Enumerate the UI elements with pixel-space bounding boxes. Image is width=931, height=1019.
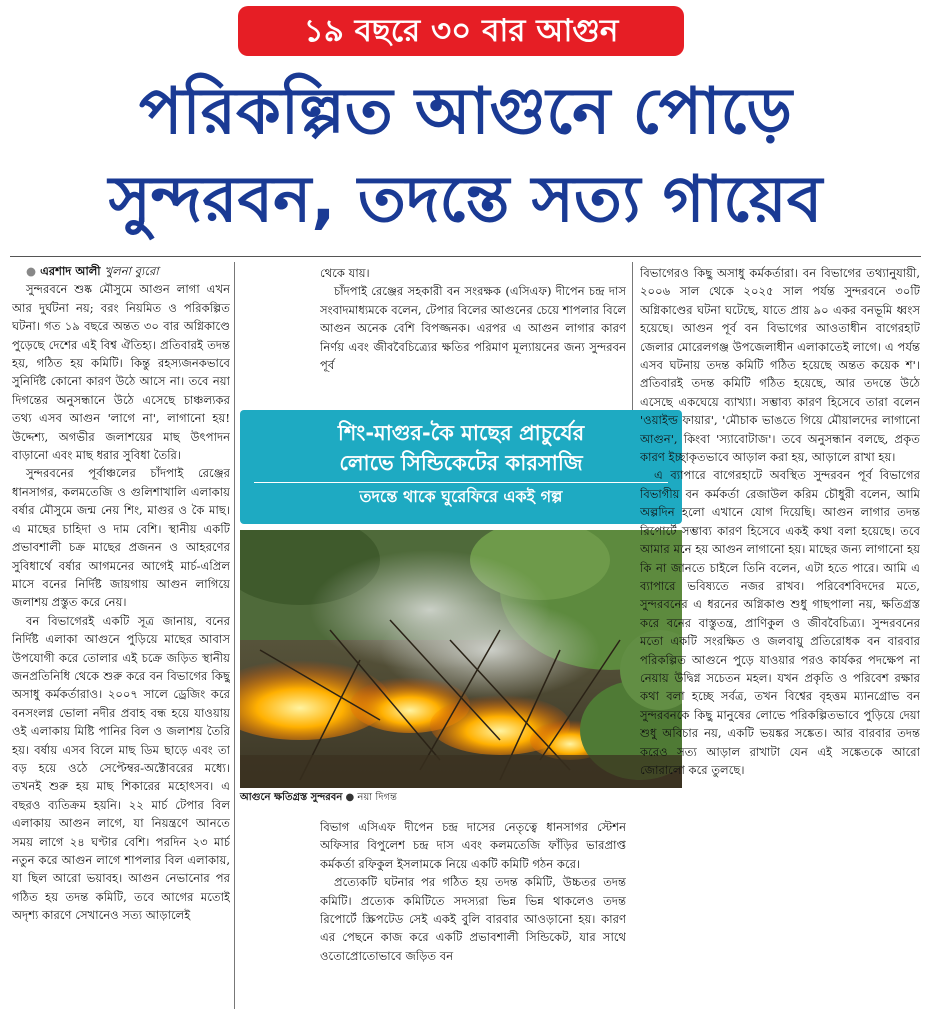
forest-fire-photo <box>240 530 682 788</box>
headline-line-1: পরিকল্পিত আগুনে পোড়ে <box>138 75 793 149</box>
paragraph: থেকে যায়। <box>320 266 370 280</box>
bullet-icon: ● <box>26 264 37 278</box>
paragraph: চাঁদপাই রেঞ্জের সহকারী বন সংরক্ষক (এসিএফ) দীপেন চন্দ্র দাস সংবাদমাধ্যমকে বলেন, টেপার বিলের আগুনের চেয়ে শাপলার বিলে আগুন অনেক বেশি বিপজ্জনক। এরপর এ আগুন লাগার কারণ নির্ণয় এবং জীববৈচিত্র্যের ক্ষতির পরিমাণ মূল্যায়নের জন্য সুন্দরবন পূর্ব <box>320 284 626 373</box>
paragraph: সুন্দরবনের পূর্বাঞ্চলের চাঁদপাই রেঞ্জের ধানসাগর, কলমতেজি ও গুলিশাখালি এলাকায় বর্ষার মৌসুমে জন্ম নেয় শিং, মাগুর ও কৈ মাছ। এ মাছের চাহিদা ও দাম বেশি। স্থানীয় একটি প্রভাবশালী চক্র মাছের প্রজনন ও আহরণের সুবিধার্থে বর্ষার আগমনের আগেই মার্চ-এপ্রিল মাসে বনের নির্দিষ্ট জায়গায় আগুন লাগিয়ে জলাশয় প্রস্তুত করে নেয়। <box>12 466 230 610</box>
article-column-2-top <box>320 264 626 404</box>
column-divider <box>234 262 235 1009</box>
paragraph: বন বিভাগেরই একটি সূত্র জানায়, বনের নির্দিষ্ট এলাকা আগুনে পুড়িয়ে মাছের আবাস উপযোগী করে তোলার এই চক্রে জড়িত স্থানীয় জনপ্রতিনিধি থেকে শুরু করে বন বিভাগের কিছু অসাধু কর্মকর্তারাও। ২০০৭ সালে ড্রেজিং করে বনসংলগ্ন ভোলা নদীর প্রবাহ বন্ধ হয়ে যাওয়ায় ওই এলাকায় মিষ্টি পানির বিল ও জলাশয় তৈরি হয়। বর্ষায় এসব বিলে মাছ ডিম ছাড়ে এবং তা বড় হয়ে ওঠে সেপ্টেম্বর-অক্টোবরের মধ্যে। তখনই শুরু হয় মাছ শিকারের মহোৎসব। এ বছরও ব্যতিক্রম হয়নি। ২২ মার্চ টেপার বিল এলাকায় আগুন লাগে, যা নিয়ন্ত্রণে আনতে সময় লাগে ২৪ ঘণ্টার বেশি। পরদিন ২৩ মার্চ নতুন করে আগুন লাগে শাপলার বিল এলাকায়, যা ছিল আরো ভয়াবহ। আগুন নেভানোর পর গঠিত হয় তদন্ত কমিটি, তবে আগের মতোই অদৃশ্য কারণে সেখানেও সত্য আড়ালেই <box>12 613 230 923</box>
headline-line-2: সুন্দরবন, তদন্তে সত্য গায়েব <box>108 163 823 237</box>
callout-line-1: শিং-মাগুর-কৈ মাছের প্রাচুর্যের <box>337 421 585 445</box>
paragraph: সুন্দরবনে শুষ্ক মৌসুমে আগুন লাগা এখন আর দুর্ঘটনা নয়; বরং নিয়মিত ও পরিকল্পিত ঘটনা। গত ১৯ বছরে অন্তত ৩০ বার অগ্নিকাণ্ডে পুড়েছে দেশের এই বিশ্ব ঐতিহ্য। প্রতিবারই তদন্ত হয়, গঠিত হয় কমিটি। কিন্তু রহস্যজনকভাবে সুনির্দিষ্ট কোনো কারণ উঠে আসে না। তবে নয়া দিগন্তের অনুসন্ধানে উঠে এসেছে চাঞ্চল্যকর তথ্য এসব আগুন 'লাগে না', লাগানো হয়! উদ্দেশ্য, অগভীর জলাশয়ের মাছ উৎপাদন বাড়ানো এবং মাছ ধরার সুবিধা তৈরি। <box>12 282 230 463</box>
column-divider <box>632 262 633 410</box>
callout-box <box>240 410 682 524</box>
caption-bullet-icon: ● <box>345 792 358 803</box>
caption-source: নয়া দিগন্ত <box>357 792 397 803</box>
article-column-2-bottom <box>320 818 626 1012</box>
headline-rule <box>10 256 921 257</box>
byline <box>12 262 230 280</box>
kicker-banner: ১৯ বছরে ৩০ বার আগুন <box>238 6 684 56</box>
byline-place: খুলনা ব্যুরো <box>104 264 159 278</box>
photo-caption <box>240 790 682 806</box>
paragraph: বিভাগ এসিএফ দীপেন চন্দ্র দাসের নেতৃত্বে ধানসাগর স্টেশন অফিসার বিপুলেশ চন্দ্র দাস এবং কলমতেজি ফাঁড়ির ভারপ্রাপ্ত কর্মকর্তা রফিকুল ইসলামকে নিয়ে একটি কমিটি গঠন করে। <box>320 820 626 871</box>
caption-text: আগুনে ক্ষতিগ্রস্ত সুন্দরবন <box>240 792 343 803</box>
article-column-3 <box>640 264 920 1012</box>
callout-line-2: লোভে সিন্ডিকেটের কারসাজি <box>339 451 583 475</box>
callout-divider <box>254 482 668 483</box>
paragraph: প্রত্যেকটি ঘটনার পর গঠিত হয় তদন্ত কমিটি, উচ্চতর তদন্ত কমিটি। প্রত্যেক কমিটিতে সদস্যরা ভিন্ন ভিন্ন থাকলেও তদন্ত রিপোর্টে স্ক্রিপটেড সেই একই বুলি বারবার আওড়ানো হয়। কারণ এর পেছনে কাজ করে একটি প্রভাবশালী সিন্ডিকেট, যার সাথে ওতোপ্রোতোভাবে জড়িত বন <box>320 875 626 963</box>
callout-line-3: তদন্তে থাকে ঘুরেফিরে একই গল্প <box>359 487 563 506</box>
article-column-1 <box>12 262 230 1012</box>
byline-author: এরশাদ আলী <box>40 264 101 278</box>
paragraph: বিভাগেরও কিছু অসাধু কর্মকর্তারা। বন বিভাগের তথ্যানুযায়ী, ২০০৬ সাল থেকে ২০২৫ সাল পর্যন্ত সুন্দরবনে ৩০টি অগ্নিকাণ্ডের ঘটনা ঘটেছে, যাতে প্রায় ৯০ একর বনভূমি ধ্বংস হয়েছে। আগুন পূর্ব বন বিভাগের আওতাধীন বাগেরহাট জেলার মোরেলগঞ্জ উপজেলাধীন এলাকাতেই লাগে। এ পর্যন্ত এসব ঘটনায় তদন্ত কমিটি গঠিত হয়েছে অন্তত কয়েক শ'। প্রতিবারই তদন্ত কমিটি গঠিত হয়েছে, আর তদন্তে উঠে এসেছে একঘেয়ে ব্যাখ্যা। সম্ভাব্য কারণ হিসেবে তারা বলেন 'ওয়াইল্ড ফায়ার', 'মৌচাক ভাঙতে গিয়ে মৌয়ালদের লাগানো আগুন', কিংবা 'স্যাবোটাজ'। তবে অনুসন্ধান বলছে, প্রকৃত কারণ ইচ্ছাকৃতভাবে আড়াল করা হয়, আড়ালে রাখা হয়। <box>640 266 920 465</box>
paragraph: এ ব্যাপারে বাগেরহাটে অবস্থিত সুন্দরবন পূর্ব বিভাগের বিভাগীয় বন কর্মকর্তা রেজাউল করিম চৌধুরী বলেন, আমি অল্পদিন হলো এখানে যোগ দিয়েছি। আগুন লাগার তদন্ত রিপোর্টে সম্ভাব্য কারণ হিসেবে একই কথা বলা হয়েছে। তবে আমার মনে হয় আগুন লাগানো হয়। মাছের জন্য লাগানো হয় কি না জানতে চাইলে তিনি বলেন, এটা হতে পারে। আমি এ ব্যাপারে ভবিষ্যতে নজর রাখব। পরিবেশবিদদের মতে, সুন্দরবনের এ ধরনের অগ্নিকাণ্ড শুধু গাছপালা নয়, ক্ষতিগ্রস্ত করে বনের বাস্তুতন্ত্র, প্রাণিকুল ও জীববৈচিত্র্য। সুন্দরবনের মতো একটি সংরক্ষিত ও জলবায়ু প্রতিরোধক বন বারবার পরিকল্পিত আগুনে পুড়ে যাওয়ার পরও কার্যকর পদক্ষেপ না নেয়ায় উদ্বিগ্ন সচেতন মহল। যখন প্রকৃতি ও পরিবেশ রক্ষার কথা বলা হচ্ছে সর্বত্র, তখন বিশ্বের বৃহত্তম ম্যানগ্রোভ বন সুন্দরবনকে কিছু মানুষের লোভে পরিকল্পিতভাবে পুড়িয়ে দেয়া শুধু অবিচার নয়, একটি ভয়ঙ্কর সঙ্কেত। আর বারবার তদন্ত করেও সত্য আড়াল রাখাটা যেন এই সঙ্কেতকে আরো জোরালো করে তুলছে। <box>640 468 920 777</box>
